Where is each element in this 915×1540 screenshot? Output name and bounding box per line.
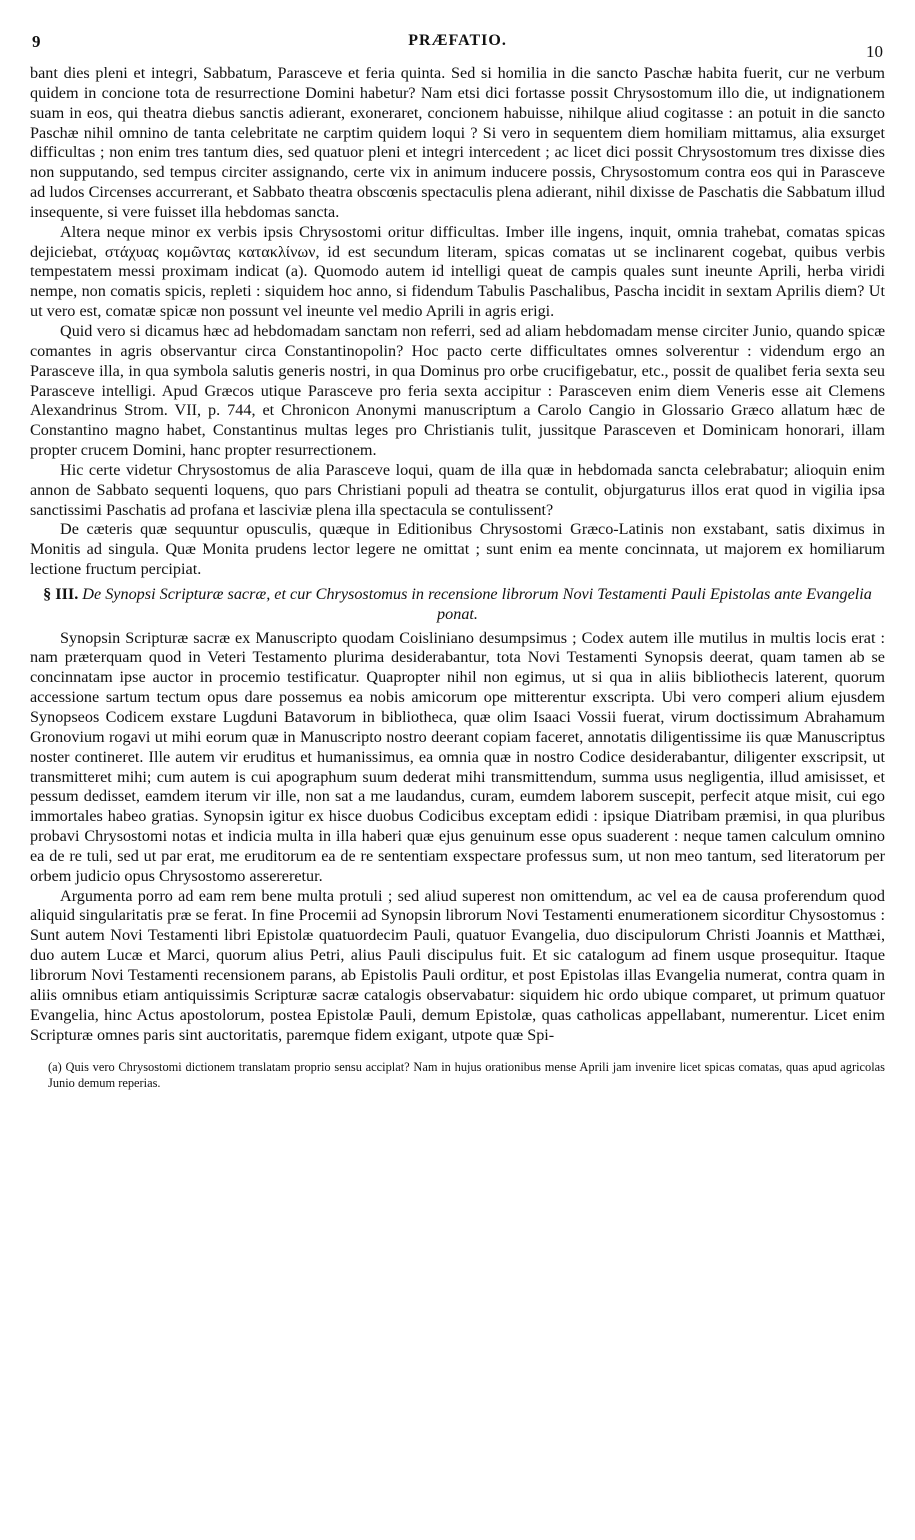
paragraph: De cæteris quæ sequuntur opusculis, quæque in Editionibus Chrysostomi Græco-Latinis non exstabant, satis diximus in Monitis ad singula. Quæ Monita prudens lector legere ne omittat ; sunt enim ea mente concinnata, ut majorem ex homiliarum lectione fructum percipiat. xyxy=(30,520,885,579)
footnote: (a) Quis vero Chrysostomi dictionem translatam proprio sensu acciplat? Nam in hujus orationibus mense Aprili jam invenire licet spicas comatas, quas apud agricolas Junio demum reperias. xyxy=(48,1060,885,1091)
paragraph: Argumenta porro ad eam rem bene multa protuli ; sed aliud superest non omittendum, ac vel ea de causa proferendum quod aliquid singularitatis præ se ferat. In fine Procemii ad Synopsin librorum Novi Testamenti enumerationem sicorditur Chysostomus : Sunt autem Novi Testamenti libri Epistolæ quatuordecim Pauli, quatuor Evangelia, duo discipulorum Christi Joannis et Matthæi, duo autem Lucæ et Marci, quorum alius Petri, alius Pauli discipulus fuit. Et sic catalogum ad finem usque prosequitur. Itaque librorum Novi Testamenti recensionem parans, ab Epistolis Pauli orditur, et post Epistolas illas Evangelia numerat, contra quam in aliis omnibus etiam antiquissimis Scripturæ sacræ catalogis observabatur: siquidem hic ordo ubique comparet, ut primum quatuor Evangelia, hinc Actus apostolorum, postea Epistolæ Pauli, demum Epistolæ, quas catholicas appellabant, numerentur. Licet enim Scripturæ omnes paris sint auctoritatis, paremque fidem exigant, utpote quæ Spi- xyxy=(30,886,885,1044)
page xyxy=(30,28,885,1091)
page-header xyxy=(30,28,885,64)
paragraph: Quid vero si dicamus hæc ad hebdomadam sanctam non referri, sed ad aliam hebdomadam mense circiter Junio, quando spicæ comantes in agris observantur circa Constantinopolin? Hoc pacto certe difficultates omnes solverentur : videndum ergo an Parasceve illa, in qua symbola salutis generis nostri, in qua Dominus pro orbe crucifigebatur, etc., possit de qualibet feria sexta seu Parasceve intelligi. Apud Græcos utique Parasceve pro feria sexta accipitur : Parasceven enim diem Veneris esse ait Clemens Alexandrinus Strom. VII, p. 744, et Chronicon Anonymi manuscriptum a Carolo Cangio in Glossario Græco allatum hæc de Constantino magno habet, Constantinus multas leges pro Christianis tulit, jussitque Parasceven et Dominicam honorari, illam propter crucem Domini, hanc propter resurrectionem. xyxy=(30,321,885,460)
page-number-right: 10 xyxy=(866,42,883,61)
running-title: PRÆFATIO. xyxy=(408,32,507,49)
body-text xyxy=(30,64,885,1045)
paragraph: Altera neque minor ex verbis ipsis Chrysostomi oritur difficultas. Imber ille ingens, inquit, omnia trahebat, comatas spicas dejiciebat, στάχυας κομῶντας κατακλίνων, id est secundum literam, spicas comatas ut se inclinarent cogebat, quibus verbis tempestatem messi proximam indicat (a). Quomodo autem id intelligi queat de campis quales sunt ineunte Aprili, herba viridi nempe, non comatis spicis, repleti : siquidem hoc anno, si fidendum Tabulis Paschalibus, Pascha incidit in sextam Aprilis diem? Ut ut vero est, comatæ spicæ non possunt vel ineunte vel medio Aprili in agris erigi. xyxy=(30,222,885,321)
paragraph: Synopsin Scripturæ sacræ ex Manuscripto quodam Coisliniano desumpsimus ; Codex autem ille mutilus in multis locis erat : nam præterquam quod in Veteri Testamento plurima desiderabantur, tota Novi Testamenti Synopsis deerat, quam tamen ab se concinnatam ipse auctor in procemio testificatur. Quapropter nihil non egimus, ut si qua in aliis bibliothecis laterent, quorum accessione sartum tectum opus dare possemus ea nobis amicorum ope mitterentur exscripta. Ubi vero comperi alium ejusdem Synopseos Codicem exstare Lugduni Batavorum in bibliotheca, quæ olim Isaaci Vossii fuerat, virum doctissimum Abrahamum Gronovium rogavi ut mihi eorum quæ in Manuscripto nostro deerant copiam faceret, annotatis diligentissime iis quæ Manuscriptus noster contineret. Ille autem vir eruditus et humanissimus, ea omnia quæ in nostro Codice desiderabantur, diligenter exscripsit, ut transmitteret mihi; cum autem is cui apographum suum dederat mihi transmittendum, summa usus negligentia, illud amisisset, et pessum dedisset, eamdem iterum vir ille, non sat a me laudandus, curam, eumdem laborem suscepit, perfecit atque misit, cui ego immortales habeo gratias. Synopsin igitur ex hisce duobus Codicibus exceptam edidi : ipsique Diatribam præmisi, in qua pluribus probavi Chrysostomi notas et indicia multa in illa haberi quæ ejus genuinum esse opus suaderent : neque tamen calculum omnino ea de re tuli, sed ut par erat, me eruditorum ea de re sententiam exspectare professus sum, ut non meo tantum, sed literatorum per orbem judicio opus Chrysostomo assereretur. xyxy=(30,628,885,885)
page-number-left: 9 xyxy=(32,32,41,51)
paragraph: Hic certe videtur Chrysostomus de alia Parasceve loqui, quam de illa quæ in hebdomada sancta celebrabatur; alioquin enim annon de Sabbato sequenti loquens, quo pars Christiani populi ad theatra se contulit, objurgaturus illos erat quod in vigilia ipsa sanctissimi Paschatis ad profana et lasciviæ plena illa spectacula se contulissent? xyxy=(30,460,885,519)
section-number: § III. xyxy=(43,584,79,603)
section-title: De Synopsi Scripturæ sacræ, et cur Chrysostomus in recensione librorum Novi Testamenti Pauli Epistolas ante Evangelia ponat. xyxy=(82,584,872,623)
section-heading xyxy=(30,585,885,625)
paragraph: bant dies pleni et integri, Sabbatum, Parasceve et feria quinta. Sed si homilia in die sancto Paschæ habita fuerit, cur ne verbum quidem in concione tota de resurrectione Domini habetur? Nam etsi dici fortasse possit Chrysostomum illo die, ut indignationem suam in eos, qui theatra diebus sanctis adierant, exoneraret, concionem habuisse, nihilque aliud cogitasse : an potuit in die sancto Paschæ nihil omnino de tanta celebritate ne carptim quidem loqui ? Si vero in sequentem diem homiliam mittamus, alia exsurget difficultas ; non enim tres tantum dies, sed quatuor pleni et integri intercedent ; ac licet dici possit Chrysostomum tres dixisse dies non supputando, sed tempus circiter assignando, certe vix in animum inducere possis, Chrysostomum contra eos qui in Parasceve ad ludos Circenses accurrerant, et Sabbato theatra obscœnis spectaculis plena adierant, nihil dixisse de Paschatis die Sabbatum illud insequente, si vere fuisset illa hebdomas sancta. xyxy=(30,64,885,221)
